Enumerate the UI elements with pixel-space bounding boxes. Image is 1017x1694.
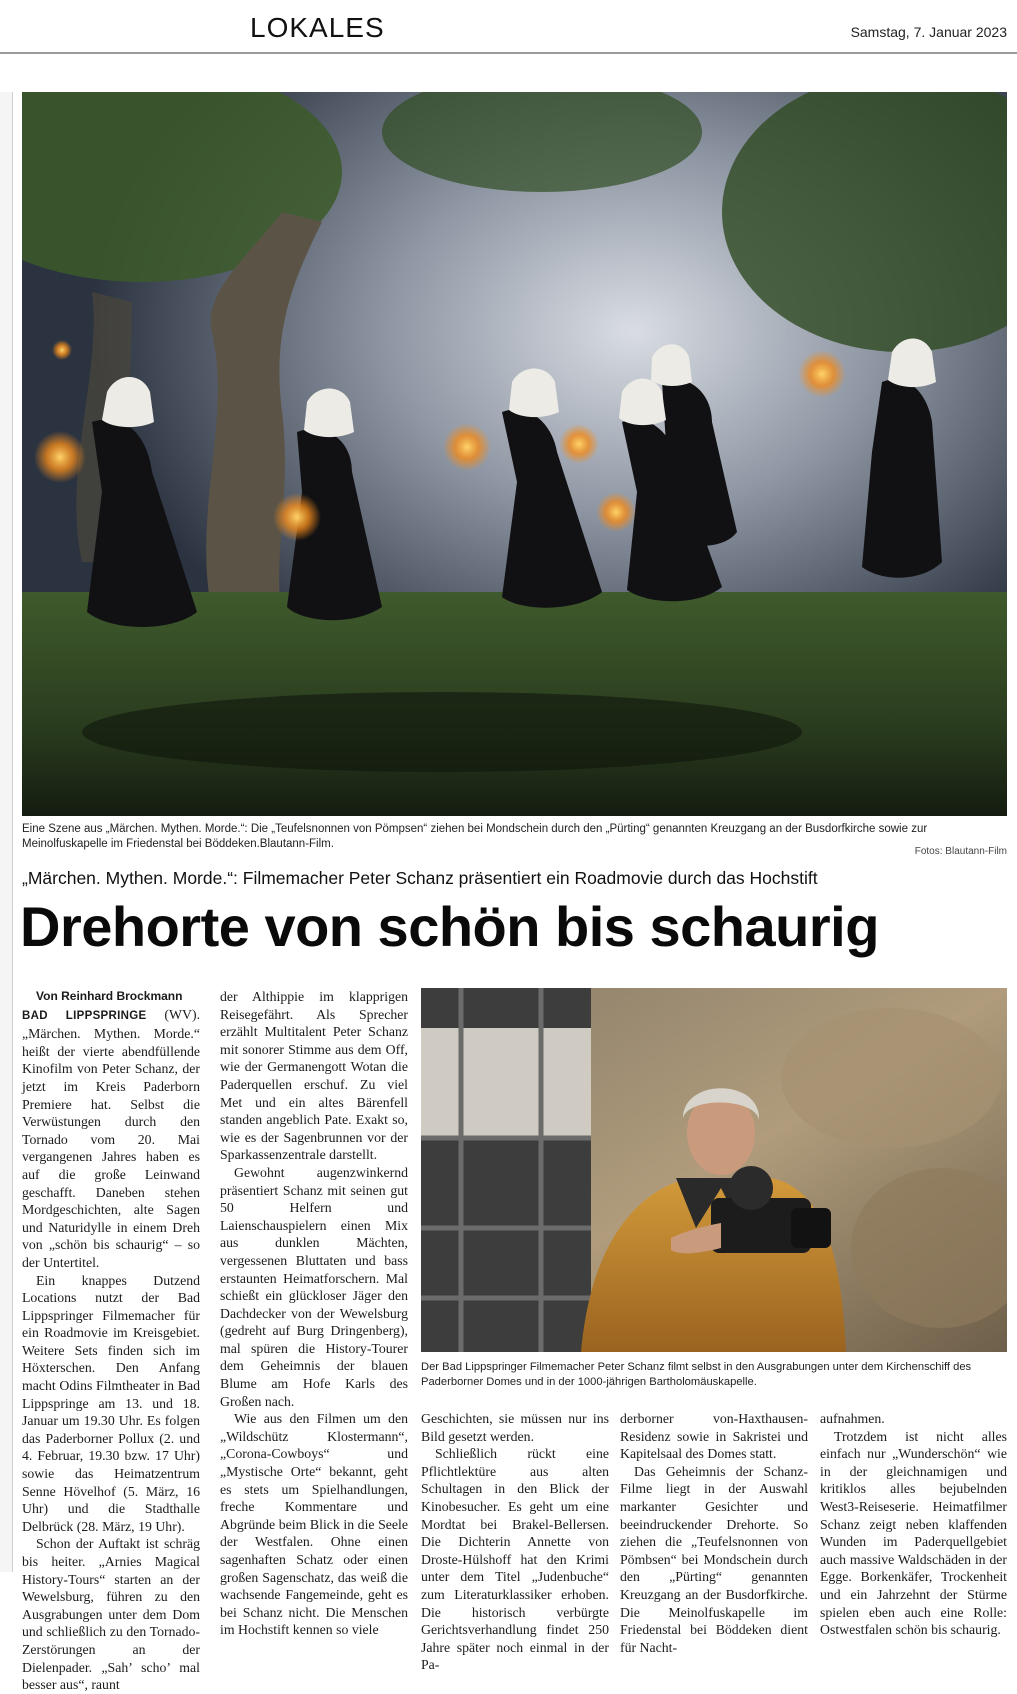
paragraph: Schon der Auftakt ist schräg bis heiter. „Arnies Magical History-Tours“ starten an der Wewelsburg, führen zu den Ausgrabungen unter dem Dom und schließlich zu den Tornado-Zerstörungen an der Dielenpader. „Sah’ scho’ mal besser aus“, raunt xyxy=(22,1536,200,1693)
dateline: BAD LIPPSPRINGE xyxy=(22,1009,147,1022)
article-column-1 xyxy=(22,988,200,1694)
paragraph: Wie aus den Filmen um den „Wildschütz Klostermann“, „Corona-Cowboys“ und „Mystische Orte“ bekannt, geht es stets um Spielhandlungen, freche Kommentare und Abgründe beim Blick in die Seele der Westfalen. Ohne einen sagenhaften Schatz oder einen großen Sagenschatz, das weiß die wachsende Fangemeinde, geht es bei Schanz nicht. Die Menschen im Hochstift kennen so viele xyxy=(220,1411,408,1638)
byline: Von Reinhard Brockmann xyxy=(36,989,183,1003)
filmmaker-photo-caption: Der Bad Lippspringer Filmemacher Peter Schanz filmt selbst in den Ausgrabungen unter dem Kirchenschiff des Paderborner Domes und in der 1000-jährigen Bartholomäuskapelle. xyxy=(421,1361,972,1388)
paragraph: Gewohnt augenzwinkernd präsentiert Schanz mit seinen gut 50 Helfern und Laienschauspielern einen Mix aus dunklen Mächten, vergessenen Bluttaten und bass erstaunten Heimatforschern. Mal schießt ein glückloser Jäger den Dachdecker von der Wewelsburg (gedreht auf Burg Dringenberg), mal spüren die History-Tourer dem Geheimnis der blauen Blume am Hofe Karls des Großen nach. xyxy=(220,1164,408,1409)
main-photo xyxy=(22,92,1007,816)
main-photo-caption: Eine Szene aus „Märchen. Mythen. Morde.“: Die „Teufelsnonnen von Pömpsen“ ziehen bei Mondschein durch den „Pürting“ genannten Kreuzgang an der Busdorfkirche sowie zur Meinolfuskapelle im Friedenstal bei Böddeken.Blautann-Film. xyxy=(22,823,928,850)
section-title: LOKALES xyxy=(250,12,385,43)
header-rule xyxy=(0,52,1017,54)
paragraph: Schließlich rückt eine Pflichtlektüre aus alten Schultagen in den Blick der Kinobesucher. Es geht um eine Mordtat bei Brakel-Bellersen. Die Dichterin Annette von Droste-Hülshoff hat den Krimi unter dem Titel „Judenbuche“ zum Literaturklassiker erhoben. Die historisch verbürgte Gerichtsverhandlung findet 250 Jahre später noch einmal in der Pa- xyxy=(421,1446,609,1673)
paragraph: Das Geheimnis der Schanz-Filme liegt in der Auswahl markanter Gesichter und beeindruckender Drehorte. So ziehen die „Teufelsnonnen von Pömbsen“ bei Mondschein durch den „Pürting“ genannten Kreuzgang an der Busdorfkirche. Die Meinolfuskapelle im Friedenstal bei Böddeken dient für Nacht- xyxy=(620,1463,808,1655)
paragraph: Ein knappes Dutzend Locations nutzt der Bad Lippspringer Filmemacher für ein Roadmovie im Kreisgebiet. Weitere Sets finden sich im Höxterschen. Den Anfang macht Odins Filmtheater in Bad Lippspringe am 13. und 18. Januar um 19.30 Uhr. Es folgen das Paderborner Pollux (2. und 4. Februar, 19.30 bzw. 17 Uhr) sowie das Heimatzentrum Senne Hövelhof (5. März, 16 Uhr) und die Stadthalle Delbrück (28. März, 19 Uhr). xyxy=(22,1272,200,1534)
paragraph xyxy=(22,1006,200,1272)
nuns-scene-illustration xyxy=(22,92,1007,816)
filmmaker-illustration xyxy=(421,988,1007,1352)
article-column-5 xyxy=(820,1410,1007,1639)
paragraph: der Althippie im klapprigen Reisegefährt. Als Sprecher erzählt Multitalent Peter Schanz mit sonorer Stimme aus dem Off, wie der Germanengott Wotan die Paderquellen erschuf. Zu viel Met und ein altes Bärenfell standen angeblich Pate. Exakt so, wie es der Sagenbrunnen vor der Sparkassenzentrale darstellt. xyxy=(220,989,408,1163)
filmmaker-photo xyxy=(421,988,1007,1352)
paragraph: Geschichten, sie müssen nur ins Bild gesetzt werden. xyxy=(421,1411,609,1444)
article-column-2 xyxy=(220,988,408,1639)
article-column-3 xyxy=(421,1410,609,1674)
article-kicker: „Märchen. Mythen. Morde.“: Filmemacher Peter Schanz präsentiert ein Roadmovie durch das Hochstift xyxy=(22,868,818,888)
paragraph: derborner von-Haxthausen-Residenz sowie in Sakristei und Kapitelsaal des Domes statt. xyxy=(620,1411,808,1462)
paragraph: Trotzdem ist nicht alles einfach nur „Wunderschön“ wie in der gleichnamigen und kritiklos alles bejubelnden West3-Reiseserie. Heimatfilmer Schanz zeigt neben klaffenden Wunden im Paderquellgebiet auch massive Waldschäden in der Egge. Borkenkäfer, Trockenheit und ein Jahrzehnt der Stürme spielen eben auch eine Rolle: Ostwestfalen schön bis schaurig. xyxy=(820,1428,1007,1638)
article-column-4 xyxy=(620,1410,808,1656)
paragraph-text: (WV). „Märchen. Mythen. Morde.“ heißt der vierte abendfüllende Kinofilm von Peter Schanz, der jetzt im Kreis Paderborn Premiere hat. Selbst die Verwüstungen durch den Tornado vom 20. Mai vergangenen Jahres haben es auf die große Leinwand geschafft. Daneben stehen Mordgeschichten, alte Sagen und Naturidylle in einem Dreh von „schön bis schaurig“ – so der Untertitel. xyxy=(22,1006,201,1270)
paragraph: aufnahmen. xyxy=(820,1411,885,1426)
issue-date: Samstag, 7. Januar 2023 xyxy=(850,24,1007,40)
photo-credit: Fotos: Blautann-Film xyxy=(914,846,1007,857)
article-headline: Drehorte von schön bis schaurig xyxy=(20,895,879,958)
previous-page-edge xyxy=(0,92,13,1572)
